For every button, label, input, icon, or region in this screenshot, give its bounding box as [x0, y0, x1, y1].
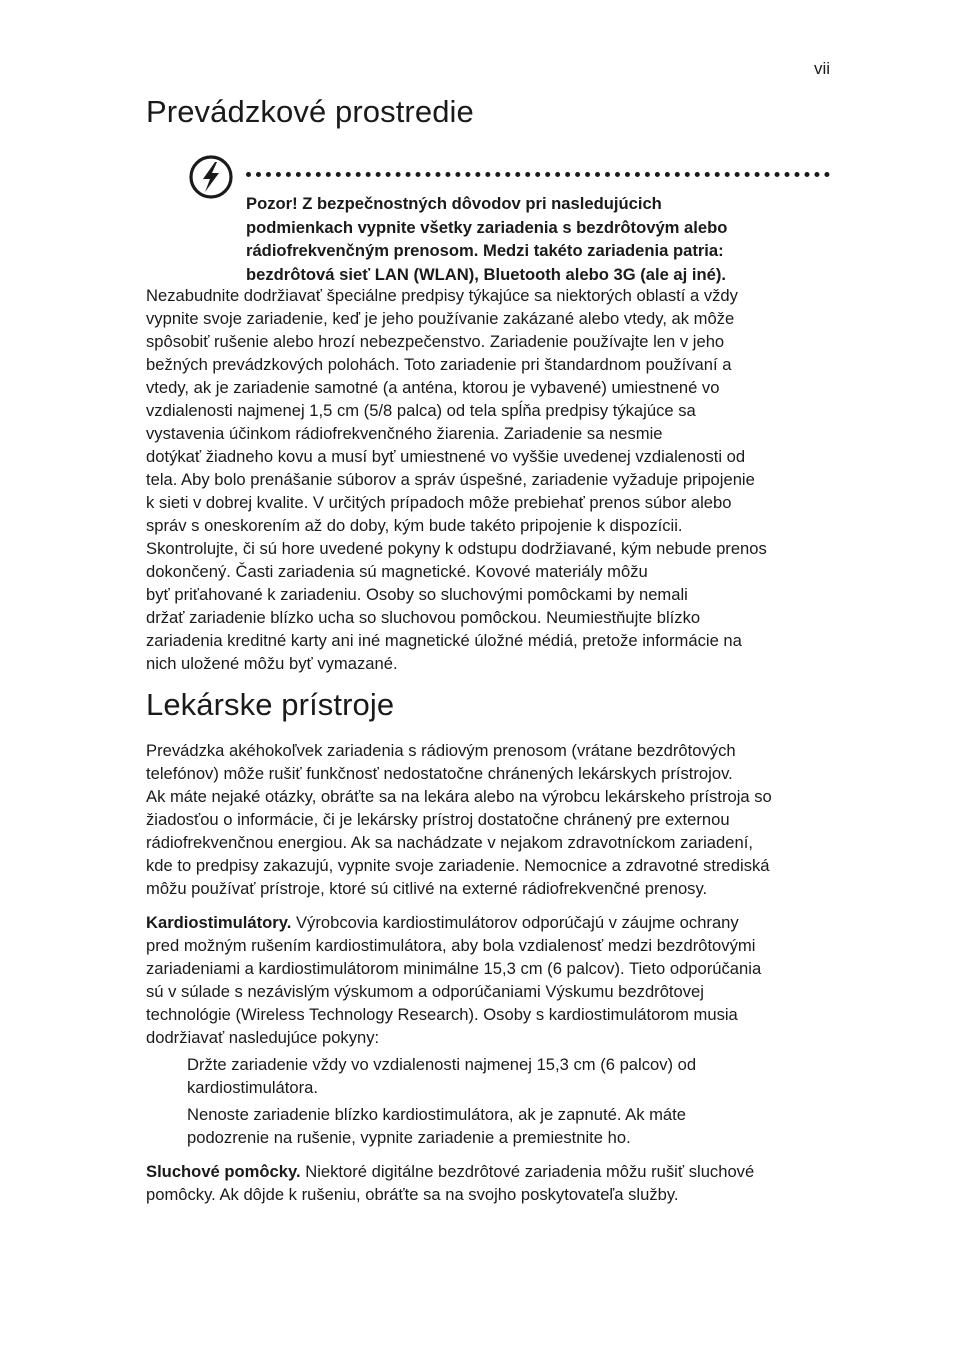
paragraph-line: vtedy, ak je zariadenie samotné (a anténa, ktorou je vybavené) umiestnené vo [146, 378, 720, 397]
pacemakers-paragraph [146, 911, 830, 1049]
paragraph-line: telefónov) môže rušiť funkčnosť nedostatočne chránených lekárskych prístrojov. [146, 764, 733, 783]
section-title-medical-devices: Lekárske prístroje [146, 687, 395, 722]
paragraph-line: nich uložené môžu byť vymazané. [146, 654, 398, 673]
paragraph-line: pomôcky. Ak dôjde k rušeniu, obráťte sa na svojho poskytovateľa služby. [146, 1185, 679, 1204]
paragraph-line: Ak máte nejaké otázky, obráťte sa na lekára alebo na výrobcu lekárskeho prístroja so [146, 787, 772, 806]
paragraph-line: bežných prevádzkových polohách. Toto zariadenie pri štandardnom používaní a [146, 355, 732, 374]
operating-environment-paragraph [146, 284, 830, 675]
warning-text [246, 192, 806, 286]
paragraph-line: Výrobcovia kardiostimulátorov odporúčajú v záujme ochrany [291, 913, 739, 932]
section-title-operating-environment: Prevádzkové prostredie [146, 94, 474, 129]
paragraph-line: vystavenia účinkom rádiofrekvenčného žiarenia. Zariadenie sa nesmie [146, 424, 663, 443]
paragraph-line: držať zariadenie blízko ucha so sluchovou pomôckou. Neumiestňujte blízko [146, 608, 701, 627]
warning-line: podmienkach vypnite všetky zariadenia s bezdrôtovým alebo [246, 217, 728, 237]
paragraph-line: zariadeniami a kardiostimulátorom minimálne 15,3 cm (6 palcov). Tieto odporúčania [146, 959, 762, 978]
hearing-aids-paragraph [146, 1160, 830, 1206]
hearing-aids-label: Sluchové pomôcky. [146, 1162, 301, 1181]
warning-line: rádiofrekvenčným prenosom. Medzi takéto zariadenia patria: [246, 241, 724, 260]
pacemakers-label: Kardiostimulátory. [146, 913, 292, 932]
paragraph-line: spôsobiť rušenie alebo hrozí nebezpečenstvo. Zariadenie používajte len v jeho [146, 332, 725, 351]
paragraph-line: byť priťahované k zariadeniu. Osoby so sluchovými pomôckami by nemali [146, 585, 688, 604]
page-number: vii [813, 59, 830, 78]
paragraph-line: tela. Aby bolo prenášanie súborov a správ úspešné, zariadenie vyžaduje pripojenie [146, 470, 755, 489]
page-content [146, 92, 830, 1206]
paragraph-line: technológie (Wireless Technology Research). Osoby s kardiostimulátorom musia [146, 1005, 738, 1024]
warning-divider [246, 172, 830, 177]
paragraph-line: dodržiavať nasledujúce pokyny: [146, 1028, 380, 1047]
pacemaker-instruction [187, 1103, 830, 1149]
paragraph-line: Prevádzka akéhokoľvek zariadenia s rádiovým prenosom (vrátane bezdrôtových [146, 741, 736, 760]
paragraph-line: Držte zariadenie vždy vo vzdialenosti najmenej 15,3 cm (6 palcov) od [187, 1055, 697, 1074]
paragraph-line: Niektoré digitálne bezdrôtové zariadenia môžu rušiť sluchové [300, 1162, 755, 1181]
paragraph-line: Nenoste zariadenie blízko kardiostimulátora, ak je zapnuté. Ak máte [187, 1105, 687, 1124]
warning-line: bezdrôtová sieť LAN (WLAN), Bluetooth alebo 3G (ale aj iné). [246, 264, 726, 284]
paragraph-line: Nezabudnite dodržiavať špeciálne predpisy týkajúce sa niektorých oblastí a vždy [146, 286, 738, 305]
paragraph-line: sú v súlade s nezávislým výskumom a odporúčaniami Výskumu bezdrôtovej [146, 982, 704, 1001]
warning-line: Pozor! Z bezpečnostných dôvodov pri nasledujúcich [246, 194, 662, 213]
paragraph-line: podozrenie na rušenie, vypnite zariadenie a premiestnite ho. [187, 1128, 631, 1147]
paragraph-line: žiadosťou o informácie, či je lekársky prístroj dostatočne chránený pre externou [146, 810, 730, 829]
paragraph-line: dokončený. Časti zariadenia sú magnetické. Kovové materiály môžu [146, 562, 648, 581]
paragraph-line: vzdialenosti najmenej 1,5 cm (5/8 palca) od tela spĺňa predpisy týkajúce sa [146, 401, 696, 420]
paragraph-line: k sieti v dobrej kvalite. V určitých prípadoch môže prebiehať prenos súbor alebo [146, 493, 732, 512]
paragraph-line: dotýkať žiadneho kovu a musí byť umiestnené vo vyššie uvedenej vzdialenosti od [146, 447, 746, 466]
paragraph-line: Skontrolujte, či sú hore uvedené pokyny k odstupu dodržiavané, kým nebude prenos [146, 539, 767, 558]
warning-box [146, 154, 830, 284]
paragraph-line: kardiostimulátora. [187, 1078, 318, 1097]
pacemaker-instruction [187, 1053, 830, 1099]
medical-devices-intro [146, 739, 830, 900]
paragraph-line: rádiofrekvenčnou energiou. Ak sa nachádzate v nejakom zdravotníckom zariadení, [146, 833, 753, 852]
paragraph-line: vypnite svoje zariadenie, keď je jeho používanie zakázané alebo vtedy, ak môže [146, 309, 735, 328]
paragraph-line: kde to predpisy zakazujú, vypnite svoje zariadenie. Nemocnice a zdravotné strediská [146, 856, 770, 875]
paragraph-line: správ s oneskorením až do doby, kým bude takéto pripojenie k dispozícii. [146, 516, 683, 535]
paragraph-line: pred možným rušením kardiostimulátora, aby bola vzdialenosť medzi bezdrôtovými [146, 936, 756, 955]
lightning-warning-icon [188, 154, 234, 200]
paragraph-line: môžu používať prístroje, ktoré sú citlivé na externé rádiofrekvenčné prenosy. [146, 879, 708, 898]
paragraph-line: zariadenia kreditné karty ani iné magnetické úložné médiá, pretože informácie na [146, 631, 742, 650]
